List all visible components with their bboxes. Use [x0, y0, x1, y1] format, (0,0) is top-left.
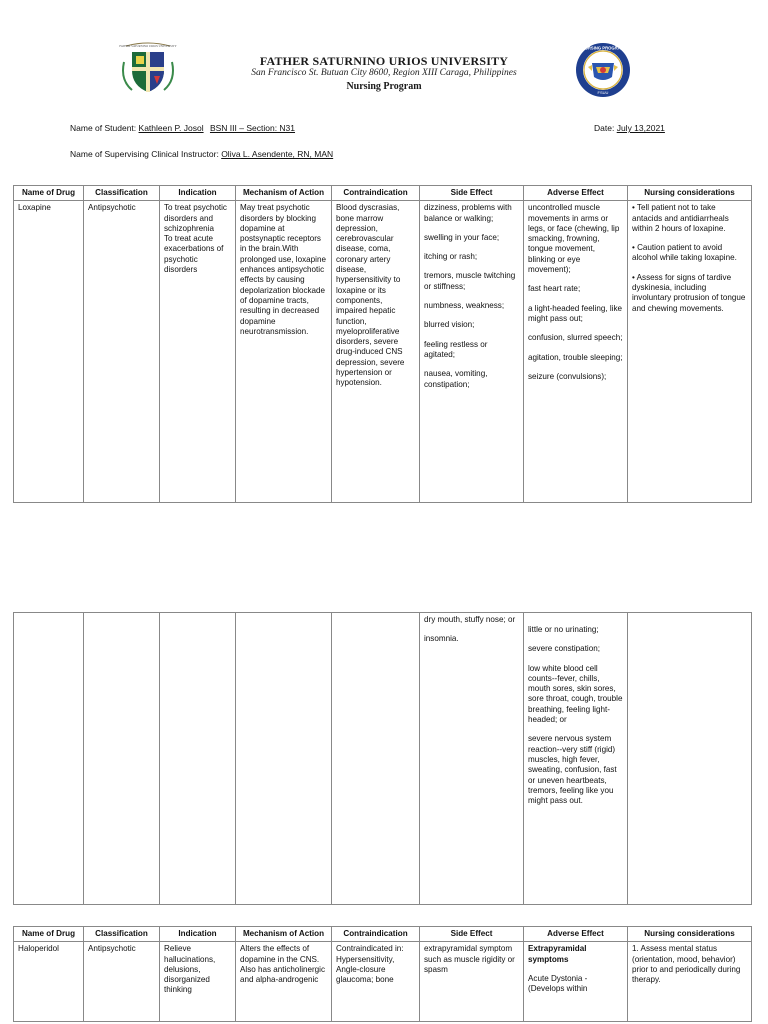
empty-cell — [160, 613, 236, 905]
adverse-effect-item: a light-headed feeling, like might pass out; — [528, 303, 623, 323]
adverse-effect-item: severe nervous system reaction--very stiff (rigid) muscles, high fever, sweating, confusion, fast or uneven heartbeats, tremors, feeling like you might pass out. — [528, 734, 617, 806]
side-effect-item: dry mouth, stuffy nose; or — [424, 615, 516, 624]
col-header-indication: Indication — [160, 186, 236, 201]
drug-side-effects — [420, 201, 524, 503]
drug-nursing-considerations — [628, 201, 752, 503]
right-logo-text: NURSING PROGRAM — [581, 45, 625, 51]
drug-adverse-effects — [524, 942, 628, 1022]
adverse-effect-item: severe constipation; — [528, 644, 600, 654]
col-header-side-effect: Side Effect — [420, 186, 524, 201]
adverse-effect-item: little or no urinating; — [528, 625, 599, 634]
instructor-line — [70, 149, 333, 159]
drug-classification: Antipsychotic — [84, 942, 160, 1022]
side-effect-item: feeling restless or agitated; — [424, 339, 488, 359]
drug-name: Loxapine — [14, 201, 84, 503]
date-value: July 13,2021 — [616, 123, 665, 133]
table-row — [14, 613, 752, 905]
side-effect-item: numbness, weakness; — [424, 301, 505, 311]
student-label: Name of Student: — [70, 123, 137, 133]
drug-adverse-effects — [524, 613, 628, 905]
col-header-drug: Name of Drug — [14, 186, 84, 201]
table-header-row — [14, 927, 752, 942]
adverse-effect-item: Acute Dystonia - (Develops within — [528, 973, 588, 994]
table-header-row — [14, 186, 752, 201]
program-name: Nursing Program — [346, 81, 422, 92]
drug-adverse-effects — [524, 201, 628, 503]
loxapine-table — [13, 185, 752, 503]
drug-side-effects — [420, 613, 524, 905]
student-name: Kathleen P. Josol — [138, 123, 204, 133]
col-header-contraindication: Contraindication — [332, 927, 420, 942]
university-address: San Francisco St. Butuan City 8600, Region XIII Caraga, Philippines — [251, 68, 517, 78]
col-header-contraindication: Contraindication — [332, 186, 420, 201]
drug-name: Haloperidol — [14, 942, 84, 1022]
table-row — [14, 942, 752, 1022]
col-header-classification: Classification — [84, 927, 160, 942]
continuation-table — [13, 612, 752, 905]
left-logo-text: FATHER SATURNINO URIOS UNIVERSITY — [119, 44, 177, 48]
col-header-adverse-effect: Adverse Effect — [524, 186, 628, 201]
drug-classification: Antipsychotic — [84, 201, 160, 503]
nursing-item: • Assess for signs of tardive dyskinesia, including involuntary protrusion of tongue and chewing movements. — [632, 272, 746, 313]
date-label: Date: — [594, 123, 615, 133]
drug-mechanism: Alters the effects of dopamine in the CNS. Also has anticholinergic and alpha-androgenic — [236, 942, 332, 1022]
right-logo-sub: FSUU — [597, 90, 609, 95]
side-effect-item: swelling in your face; — [424, 232, 500, 242]
adverse-effect-item: uncontrolled muscle movements in arms or legs, or face (chewing, lip smacking, frowning, tongue movement, blinking or eye movement); — [528, 203, 620, 275]
adverse-effect-title: Extrapyramidal symptoms — [528, 944, 587, 964]
nursing-item: • Caution patient to avoid alcohol while taking loxapine. — [632, 243, 737, 263]
col-header-mechanism: Mechanism of Action — [236, 186, 332, 201]
col-header-drug: Name of Drug — [14, 927, 84, 942]
drug-indication — [160, 201, 236, 503]
side-effect-item: dizziness, problems with balance or walking; — [424, 203, 512, 223]
col-header-classification: Classification — [84, 186, 160, 201]
empty-cell — [332, 613, 420, 905]
side-effect-item: blurred vision; — [424, 320, 475, 330]
indication-item: To treat psychotic disorders and schizophrenia — [164, 203, 227, 233]
adverse-effect-item: seizure (convulsions); — [528, 371, 607, 381]
drug-mechanism: May treat psychotic disorders by blocking dopamine at postsynaptic receptors in the brain.With prolonged use, loxapine enhances antipsychotic effects by causing depolarization blockade of dopamine tracts, resulting in decreased dopamine neurotransmission. — [236, 201, 332, 503]
empty-cell — [628, 613, 752, 905]
drug-indication: Relieve hallucinations, delusions, disorganized thinking — [160, 942, 236, 1022]
table-row — [14, 201, 752, 503]
adverse-effect-item: fast heart rate; — [528, 284, 581, 294]
adverse-effect-item: confusion, slurred speech; — [528, 333, 623, 343]
student-line — [70, 123, 295, 133]
nursing-item: • Tell patient not to take antacids and antidiarrheals within 2 hours of loxapine. — [632, 203, 729, 233]
col-header-indication: Indication — [160, 927, 236, 942]
university-name: FATHER SATURNINO URIOS UNIVERSITY — [259, 54, 509, 68]
date-line — [594, 123, 665, 133]
col-header-mechanism: Mechanism of Action — [236, 927, 332, 942]
col-header-nursing: Nursing considerations — [628, 186, 752, 201]
adverse-effect-item: low white blood cell counts--fever, chills, mouth sores, skin sores, sore throat, cough, trouble breathing, feeling light-headed; or — [528, 663, 623, 725]
indication-item: To treat acute exacerbations of psychotic disorders — [164, 234, 224, 275]
adverse-effect-item: agitation, trouble sleeping; — [528, 352, 623, 362]
haloperidol-table — [13, 926, 752, 1022]
student-course: BSN III – Section: N31 — [209, 123, 296, 133]
instructor-name: Oliva L. Asendente, RN, MAN — [221, 149, 334, 159]
empty-cell — [84, 613, 160, 905]
drug-contraindication: Contraindicated in: Hypersensitivity, Angle-closure glaucoma; bone — [332, 942, 420, 1022]
drug-side-effects: extrapyramidal symptom such as muscle rigidity or spasm — [420, 942, 524, 1022]
instructor-label: Name of Supervising Clinical Instructor: — [70, 149, 219, 159]
side-effect-item: insomnia. — [424, 634, 459, 644]
drug-nursing-considerations: 1. Assess mental status (orientation, mood, behavior) prior to and periodically during therapy. — [628, 942, 752, 1022]
col-header-nursing: Nursing considerations — [628, 927, 752, 942]
col-header-side-effect: Side Effect — [420, 927, 524, 942]
side-effect-item: itching or rash; — [424, 252, 478, 262]
side-effect-item: nausea, vomiting, constipation; — [424, 369, 488, 389]
col-header-adverse-effect: Adverse Effect — [524, 927, 628, 942]
empty-cell — [14, 613, 84, 905]
drug-contraindication: Blood dyscrasias, bone marrow depression, cerebrovascular disease, coma, coronary artery disease, hypersensitivity to loxapine or its components, impaired hepatic function, myeloproliferative disorders, severe drug-induced CNS depression, severe hypertension or hypotension. — [332, 201, 420, 503]
side-effect-item: tremors, muscle twitching or stiffness; — [424, 271, 516, 291]
empty-cell — [236, 613, 332, 905]
